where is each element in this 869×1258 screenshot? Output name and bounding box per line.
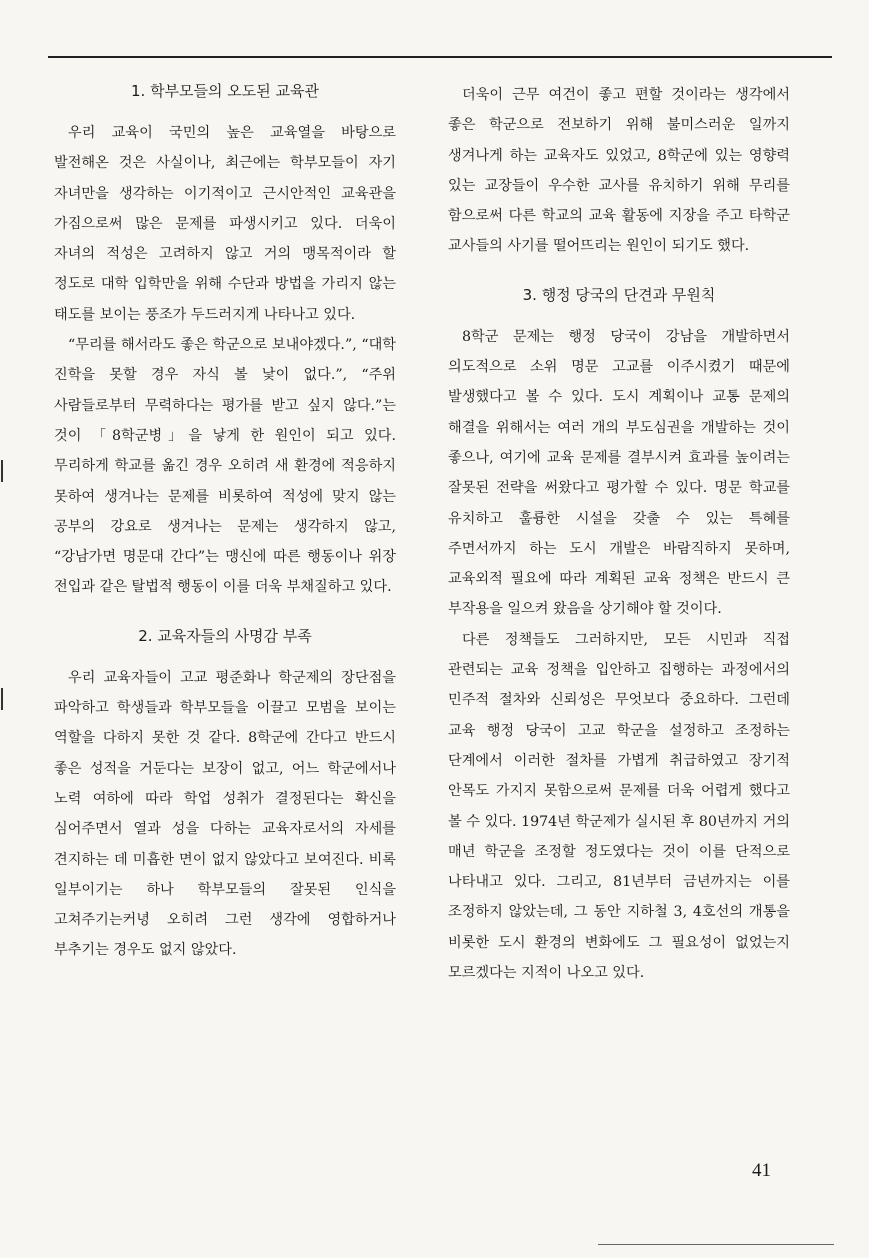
left-column <box>54 80 396 966</box>
margin-mark <box>1 460 3 482</box>
paragraph: 더욱이 근무 여건이 좋고 편할 것이라는 생각에서 좋은 학군으로 전보하기 위해 불미스러운 일까지 생겨나게 하는 교육자도 있었고, 8학군에 있는 영향력 있는 교장들이 우수한 교사를 유치하기 위해 무리를 함으로써 다른 학교의 교육 활동에 지장을 주고 타학군 교사들의 사기를 떨어뜨리는 원인이 되기도 했다. <box>448 87 790 255</box>
section-heading-2: 2. 교육자들의 사명감 부족 <box>138 626 312 645</box>
right-column <box>448 80 790 988</box>
section-heading-3: 3. 행정 당국의 단견과 무원칙 <box>522 285 716 304</box>
paragraph: 8학군 문제는 행정 당국이 강남을 개발하면서 의도적으로 소위 명문 고교를 이주시켰기 때문에 발생했다고 볼 수 있다. 도시 계획이나 교통 문제의 해결을 위해서는 여러 개의 부도심권을 개발하는 것이 좋으나, 여기에 교육 문제를 결부시켜 효과를 높이려는 잘못된 전략을 써왔다고 평가할 수 있다. 명문 학교를 유치하고 훌륭한 시설을 갖출 수 있는 특혜를 주면서까지 하는 도시 개발은 바람직하지 못하며, 교육외적 필요에 따라 계획된 교육 정책은 반드시 큰 부작용을 일으켜 왔음을 상기해야 할 것이다. <box>448 328 790 618</box>
margin-mark <box>1 688 3 710</box>
top-rule <box>48 56 832 58</box>
page-number: 41 <box>752 1160 771 1181</box>
paragraph: 우리 교육이 국민의 높은 교육열을 바탕으로 발전해온 것은 사실이나, 최근에는 학부모들이 자기 자녀만을 생각하는 이기적이고 근시안적인 교육관을 가짐으로써 많은 문제를 파생시키고 있다. 더욱이 자녀의 적성은 고려하지 않고 거의 맹목적이라 할 정도로 대학 입학만을 위해 수단과 방법을 가리지 않는 태도를 보이는 풍조가 두드러지게 나타나고 있다. <box>54 125 396 323</box>
paragraph: 다른 정책들도 그러하지만, 모든 시민과 직접 관련되는 교육 정책을 입안하고 집행하는 과정에서의 민주적 절차와 신뢰성은 무엇보다 중요하다. 그런데 교육 행정 당국이 고교 학군을 설정하고 조정하는 단계에서 이러한 절차를 가볍게 취급하였고 장기적 안목도 가지지 못함으로써 문제를 더욱 어렵게 했다고 볼 수 있다. 1974년 학군제가 실시된 후 80년까지 거의 매년 학군을 조정할 정도였다는 것이 이를 단적으로 나타내고 있다. 그리고, 81년부터 금년까지는 이를 조정하지 않았는데, 그 동안 지하철 3, 4호선의 개통을 비롯한 도시 환경의 변화에도 그 필요성이 없었는지 모르겠다는 지적이 나오고 있다. <box>448 631 790 982</box>
paragraph: “무리를 해서라도 좋은 학군으로 보내야겠다.”, “대학 진학을 못할 경우 자식 볼 낯이 없다.”, “주위 사람들로부터 무력하다는 평가를 받고 싶지 않다.”는 것이 「8학군병」을 낳게 한 원인이 되고 있다. 무리하게 학교를 옮긴 경우 오히려 새 환경에 적응하지 못하여 생겨나는 문제를 비롯하여 적성에 맞지 않는 공부의 강요로 생겨나는 문제는 생각하지 않고, “강남가면 명문대 간다”는 맹신에 따른 행동이나 위장 전입과 같은 탈법적 행동이 이를 더욱 부채질하고 있다. <box>54 337 396 596</box>
paragraph: 우리 교육자들이 고교 평준화나 학군제의 장단점을 파악하고 학생들과 학부모들을 이끌고 모범을 보이는 역할을 다하지 못한 것 같다. 8학군에 간다고 반드시 좋은 성적을 거둔다는 보장이 없고, 어느 학군에서나 노력 여하에 따라 학업 성취가 결정된다는 확신을 심어주면서 열과 성을 다하는 교육자로서의 자세를 견지하는 데 미흡한 면이 없지 않았다고 보여진다. 비록 일부이기는 하나 학부모들의 잘못된 인식을 고쳐주기는커녕 오히려 그런 생각에 영합하거나 부추기는 경우도 없지 않았다. <box>54 669 396 959</box>
bottom-rule <box>598 1244 834 1245</box>
section-heading-1: 1. 학부모들의 오도된 교육관 <box>130 82 319 100</box>
